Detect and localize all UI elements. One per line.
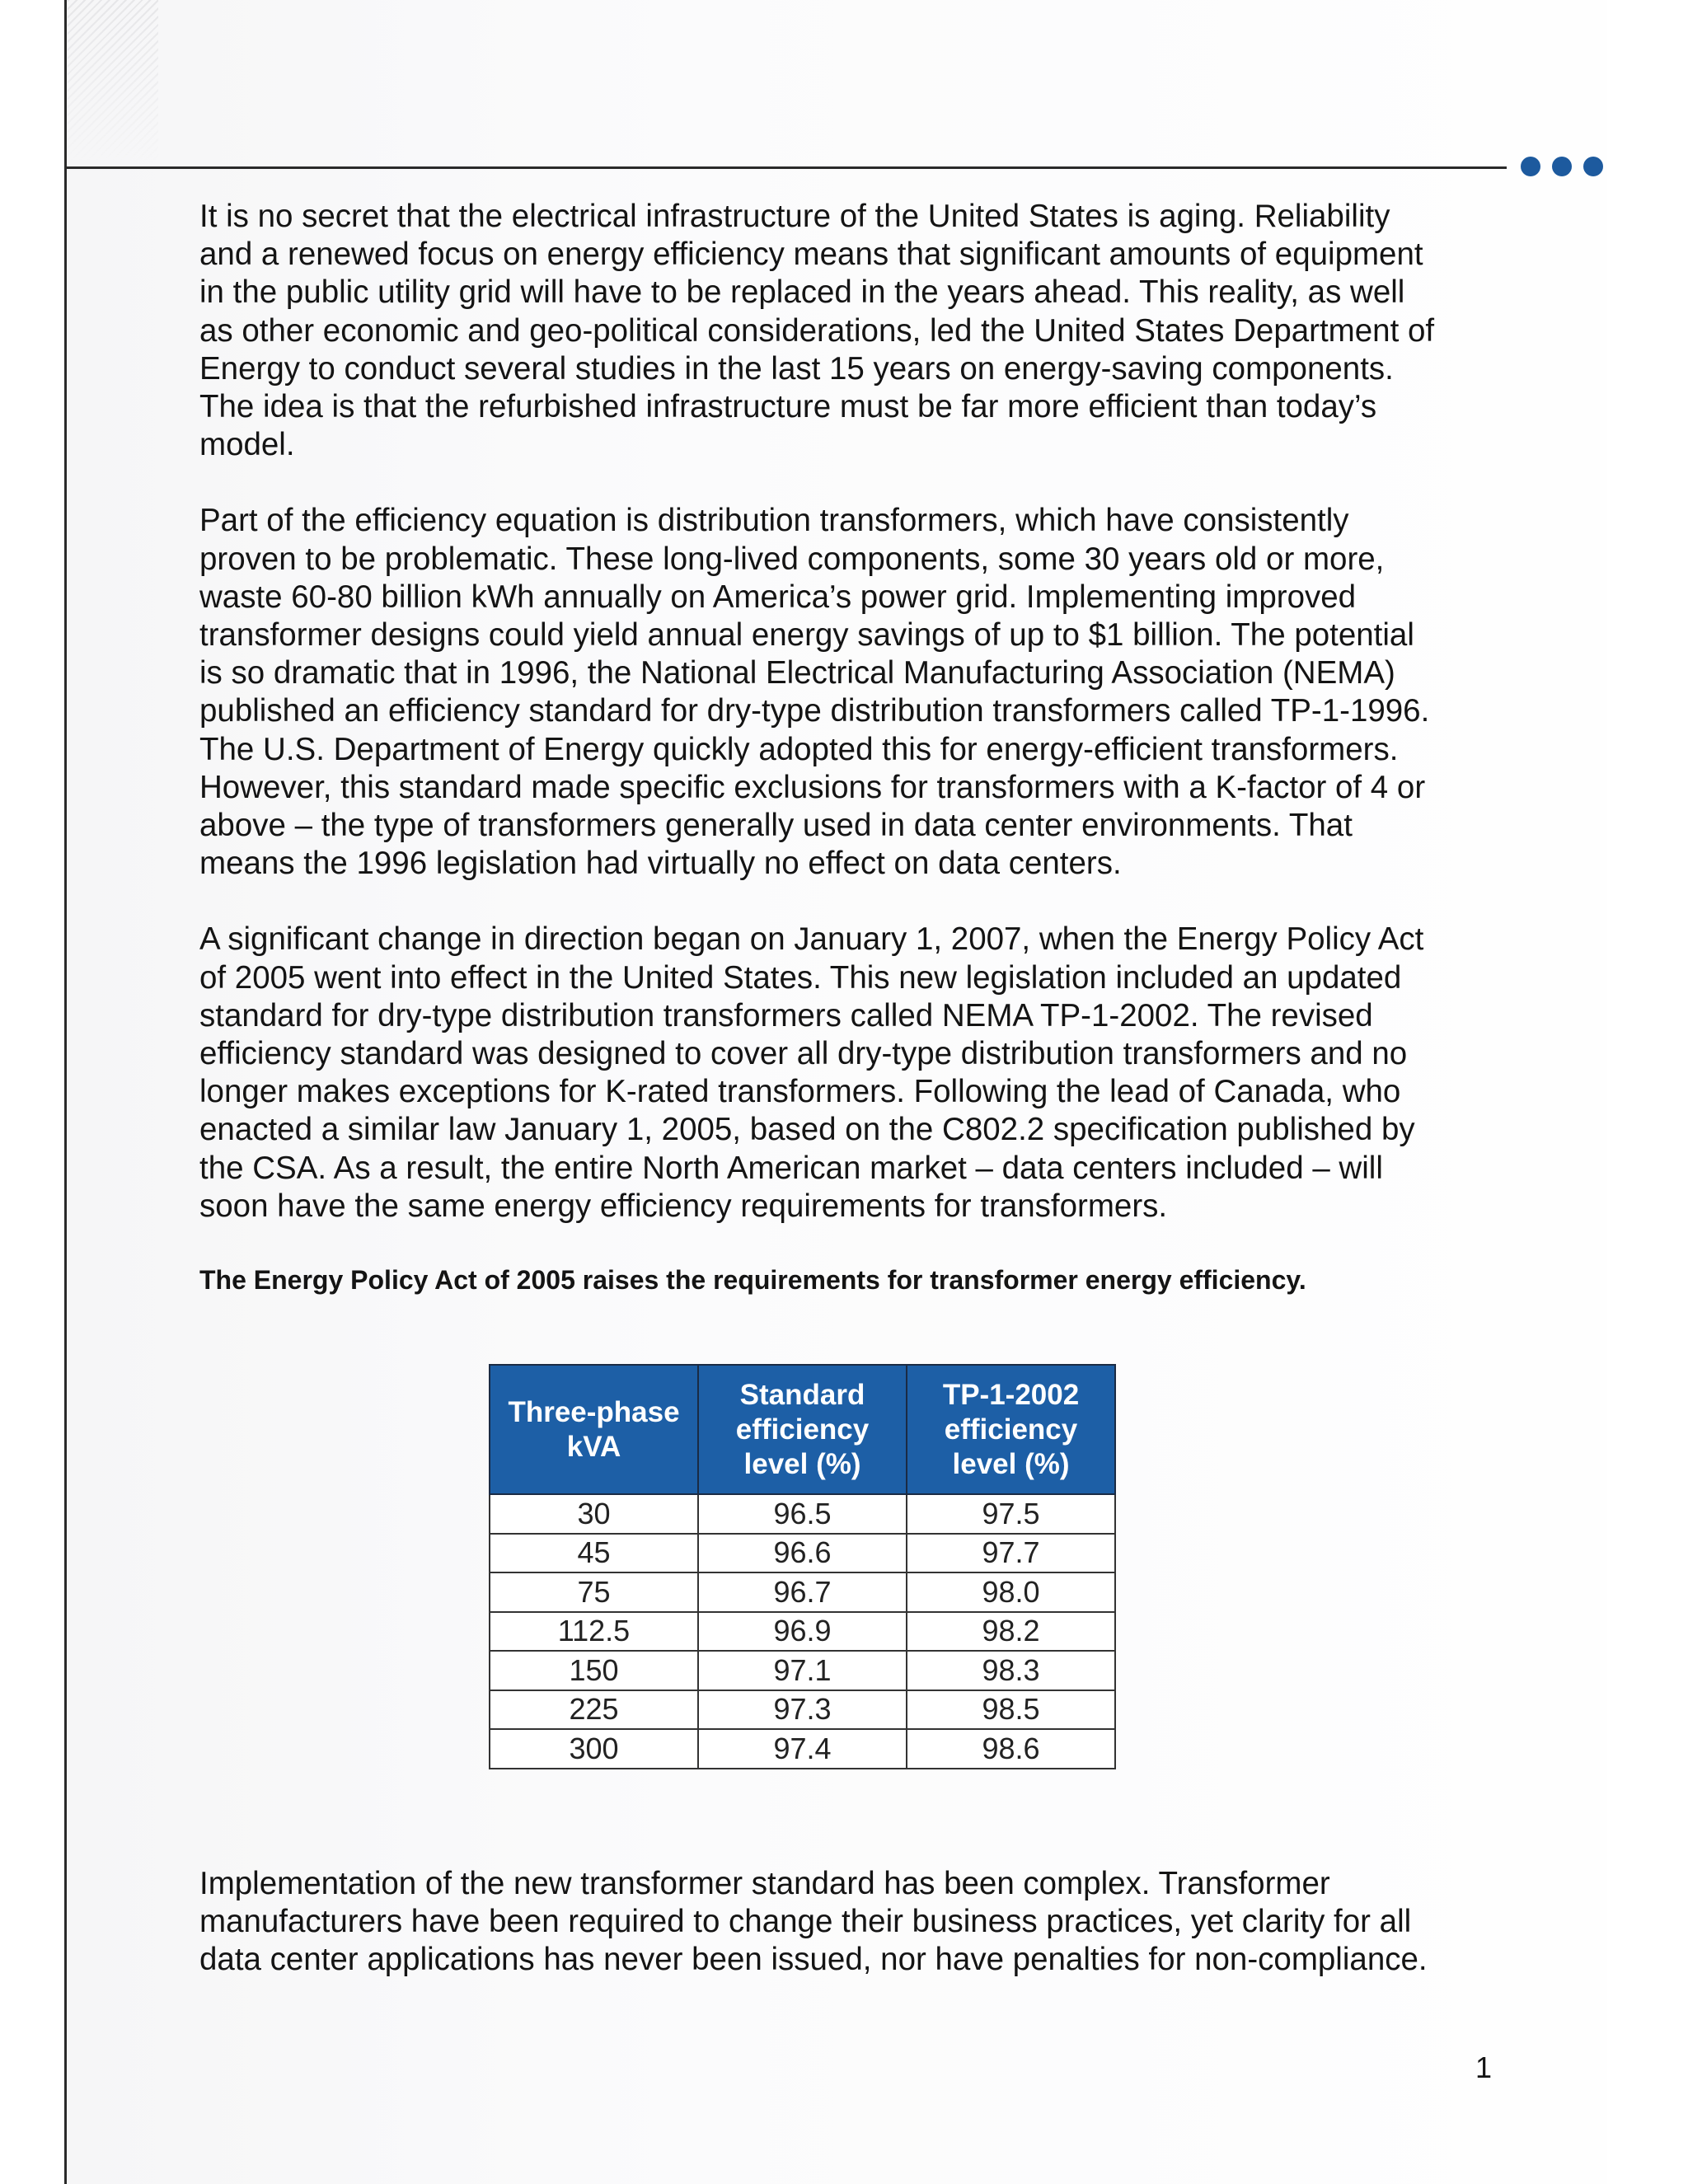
table-row bbox=[490, 1651, 1115, 1690]
header-three-phase-kva: Three-phase kVA bbox=[490, 1365, 698, 1494]
table-header-row bbox=[490, 1365, 1115, 1494]
kva-cell: 75 bbox=[490, 1572, 698, 1612]
efficiency-table-wrapper bbox=[489, 1364, 1116, 1769]
table-row bbox=[490, 1729, 1115, 1769]
left-margin-rule bbox=[64, 0, 67, 2184]
kva-cell: 225 bbox=[490, 1690, 698, 1730]
header-rule bbox=[64, 166, 1507, 169]
table-row bbox=[490, 1534, 1115, 1573]
page-number: 1 bbox=[1475, 2050, 1492, 2084]
kva-cell: 300 bbox=[490, 1729, 698, 1769]
standard-efficiency-cell: 97.3 bbox=[698, 1690, 907, 1730]
standard-efficiency-cell: 96.9 bbox=[698, 1612, 907, 1652]
paragraph-energy-policy-act: A significant change in direction began on January 1, 2007, when the Energy Policy Act of 2005 went into effect in the United States. This new legislation included an updated standard for dry-type distribution transformers called NEMA TP-1-2002. The revised efficiency standard was designed to cover all dry-type distribution transformers and no longer makes exceptions for K-rated transformers. Following the lead of Canada, who enacted a similar law January 1, 2005, based on the C802.2 specification published by the CSA. As a result, the entire North American market – data centers included – will soon have the same energy efficiency requirements for transformers. bbox=[199, 921, 1424, 1224]
tp-efficiency-cell: 98.6 bbox=[907, 1729, 1115, 1769]
dot-icon bbox=[1583, 157, 1603, 176]
tp-efficiency-cell: 98.5 bbox=[907, 1690, 1115, 1730]
header-tp-1-2002-efficiency: TP-1-2002 efficiency level (%) bbox=[907, 1365, 1115, 1494]
main-content bbox=[199, 198, 1502, 1296]
corner-pattern bbox=[68, 0, 158, 165]
paragraph-efficiency-equation: Part of the efficiency equation is distribution transformers, which have consistently proven to be problematic. These long-lived components, some 30 years old or more, waste 60-80 billion kWh annually on America’s power grid. Implementing improved transformer designs could yield annual energy savings of up to $1 billion. The potential is so dramatic that in 1996, the National Electrical Manufacturing Association (NEMA) published an efficiency standard for dry-type distribution transformers called TP-1-1996. The U.S. Department of Energy quickly adopted this for energy-efficient transformers. However, this standard made specific exclusions for transformers with a K-factor of 4 or above – the type of transformers generally used in data center environments. That means the 1996 legislation had virtually no effect on data centers. bbox=[199, 503, 1430, 882]
dot-icon bbox=[1552, 157, 1572, 176]
tp-efficiency-cell: 98.3 bbox=[907, 1651, 1115, 1690]
kva-cell: 150 bbox=[490, 1651, 698, 1690]
header-dots-ornament bbox=[1521, 157, 1603, 176]
table-row bbox=[490, 1494, 1115, 1534]
table-row bbox=[490, 1612, 1115, 1652]
standard-efficiency-cell: 96.7 bbox=[698, 1572, 907, 1612]
standard-efficiency-cell: 96.6 bbox=[698, 1534, 907, 1573]
standard-efficiency-cell: 96.5 bbox=[698, 1494, 907, 1534]
kva-cell: 112.5 bbox=[490, 1612, 698, 1652]
standard-efficiency-cell: 97.1 bbox=[698, 1651, 907, 1690]
tp-efficiency-cell: 98.2 bbox=[907, 1612, 1115, 1652]
kva-cell: 45 bbox=[490, 1534, 698, 1573]
table-row bbox=[490, 1690, 1115, 1730]
header-standard-efficiency: Standard efficiency level (%) bbox=[698, 1365, 907, 1494]
efficiency-table bbox=[489, 1364, 1116, 1769]
table-caption: The Energy Policy Act of 2005 raises the requirements for transformer energy efficiency. bbox=[199, 1265, 1306, 1296]
tp-efficiency-cell: 98.0 bbox=[907, 1572, 1115, 1612]
paragraph-infrastructure: It is no secret that the electrical infrastructure of the United States is aging. Reliability and a renewed focus on energy efficiency means that significant amounts of equipment in the public utility grid will have to be replaced in the years ahead. This reality, as well as other economic and geo-political considerations, led the United States Department of Energy to conduct several studies in the last 15 years on energy-saving components. The idea is that the refurbished infrastructure must be far more efficient than today’s model. bbox=[199, 199, 1435, 463]
table-row bbox=[490, 1572, 1115, 1612]
dot-icon bbox=[1521, 157, 1540, 176]
standard-efficiency-cell: 97.4 bbox=[698, 1729, 907, 1769]
kva-cell: 30 bbox=[490, 1494, 698, 1534]
tp-efficiency-cell: 97.5 bbox=[907, 1494, 1115, 1534]
paragraph-implementation: Implementation of the new transformer standard has been complex. Transformer manufacturers have been required to change their business practices, yet clarity for all data center applications has never been issued, nor have penalties for non-compliance. bbox=[199, 1866, 1428, 1978]
tp-efficiency-cell: 97.7 bbox=[907, 1534, 1115, 1573]
